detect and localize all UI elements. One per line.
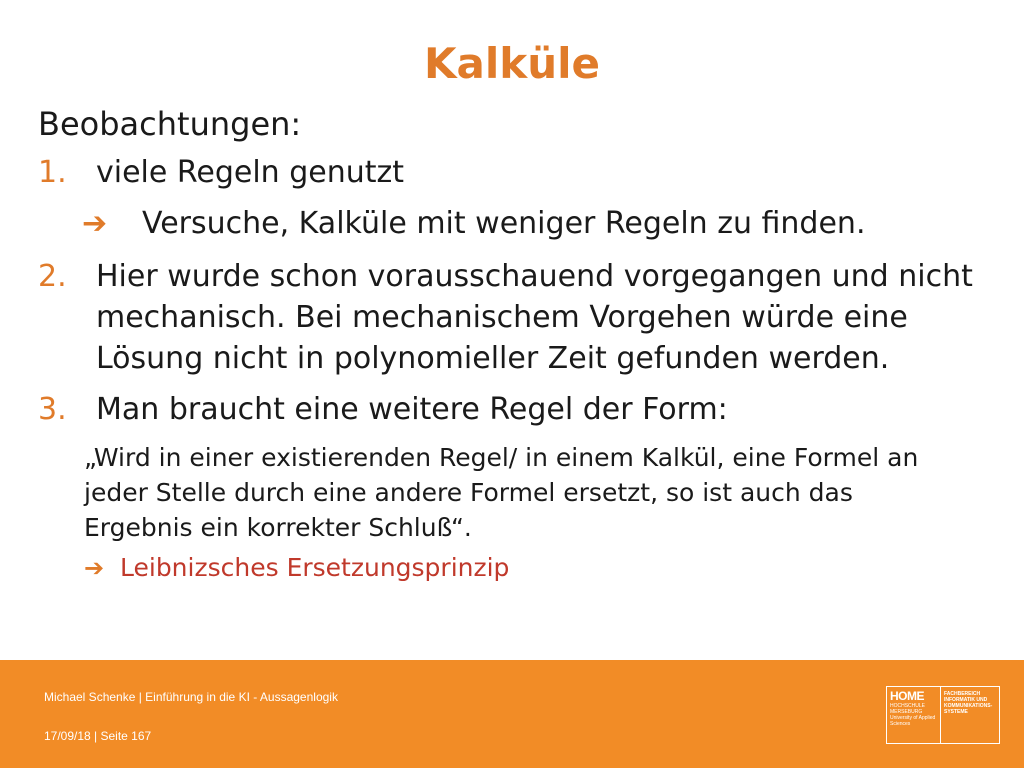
footer-date-page: 17/09/18 | Seite 167 (44, 729, 152, 743)
sub-point-text: Versuche, Kalküle mit weniger Regeln zu finden. (142, 206, 866, 241)
observations-list (38, 152, 998, 430)
logo-sub1: HOCHSCHULE (890, 703, 926, 709)
conclusion (84, 551, 998, 585)
footer-bar (0, 660, 1024, 768)
sub-point (82, 203, 998, 244)
logo-mark-box (887, 687, 941, 743)
item-text: viele Regeln genutzt (96, 155, 405, 190)
logo-sub3: University of Applied Sciences (890, 715, 936, 727)
university-logo (886, 686, 1000, 744)
slide-content (38, 102, 998, 585)
logo-sub2: MERSEBURG (890, 709, 923, 715)
slide-title: Kalküle (424, 39, 600, 88)
list-item (38, 389, 998, 430)
item-number: 3. (38, 392, 67, 427)
item-text: Hier wurde schon vorausschauend vorgegangen und nicht mechanisch. Bei mechanischem Vorgehen würde eine Lösung nicht in polynomieller Zeit gefunden werden. (96, 259, 973, 376)
list-item (38, 256, 998, 379)
logo-department: FACHBEREICH INFORMATIK UND KOMMUNIKATIONS-SYSTEME (944, 691, 993, 715)
arrow-right-icon: ➔ (82, 206, 108, 241)
rule-quote: „Wird in einer existierenden Regel/ in einem Kalkül, eine Formel an jeder Stelle durch eine andere Formel ersetzt, so ist auch das Ergebnis ein korrekter Schluß“. (84, 443, 919, 542)
observations-heading: Beobachtungen: (38, 105, 302, 143)
footer-author: Michael Schenke | Einführung in die KI - Aussagenlogik (44, 690, 338, 704)
item-text: Man braucht eine weitere Regel der Form: (96, 392, 728, 427)
arrow-right-icon: ➔ (84, 554, 105, 582)
list-item (38, 152, 998, 193)
logo-mark: HOME (890, 689, 924, 703)
item-number: 2. (38, 259, 67, 294)
conclusion-text: Leibnizsches Ersetzungsprinzip (120, 553, 510, 582)
item-number: 1. (38, 155, 67, 190)
